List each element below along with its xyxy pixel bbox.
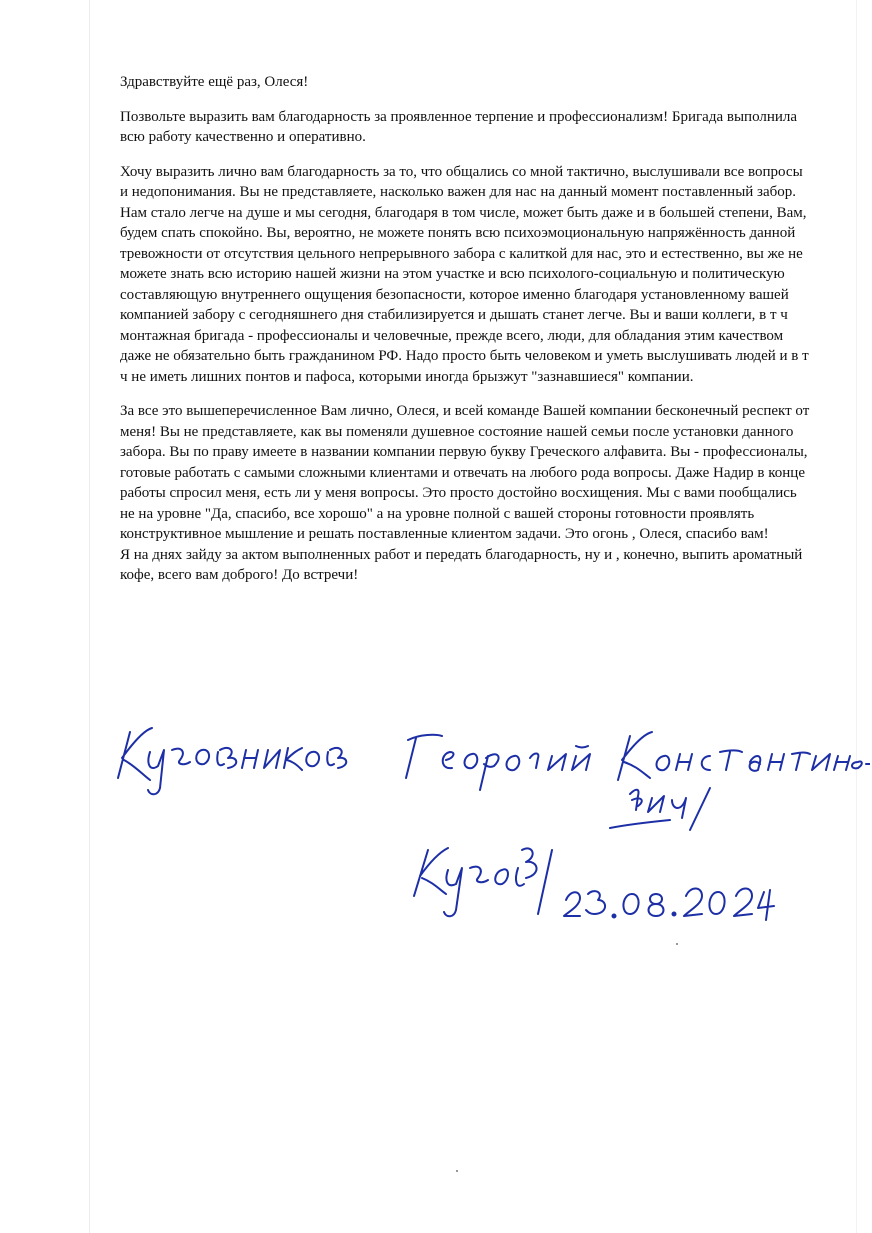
handwritten-signature	[90, 700, 870, 960]
letter-body	[120, 72, 810, 600]
scan-speck	[456, 1170, 458, 1172]
signature-short	[414, 848, 552, 916]
letter-paragraph: За все это вышеперечисленное Вам лично, Олеся, и всей команде Вашей компании бесконечный респект от меня! Вы не представляете, как вы поменяли душевное состояние нашей семьи после установки данного забора. Вы по праву имеете в названии компании первую букву Греческого алфавита. Вы - профессионалы, готовые работать с самыми сложными клиентами и отвечать на любого рода вопросы. Даже Надир в конце работы спросил меня, есть ли у меня вопросы. Это просто достойно восхищения. Мы с вами пообщались не на уровне "Да, спасибо, все хорошо" а на уровне полной с вашей стороны готовности проявлять конструктивное мышление и решать поставленные клиентом задачи. Это огонь , Олеся, спасибо вам!	[120, 403, 810, 542]
signature-drawing	[90, 700, 870, 960]
scan-speck	[676, 943, 678, 945]
signature-date	[564, 889, 774, 921]
signature-first-name	[406, 735, 590, 790]
letter-paragraph: Я на днях зайду за актом выполненных работ и передать благодарность, ну и , конечно, выпить ароматный кофе, всего вам доброго! До встречи!	[120, 546, 803, 583]
letter-paragraph: Позвольте выразить вам благодарность за проявленное терпение и профессионализм! Бригада выполнила всю работу качественно и оперативно.	[120, 108, 798, 145]
letter-paragraph: Хочу выразить лично вам благодарность за то, что общались со мной тактично, выслушивали все вопросы и недопонимания. Вы не представляете, насколько важен для нас на данный момент поставленный забор. Нам стало легче на душе и мы сегодня, благодаря в том числе, может быть даже и в большей степени, Вам, будем спать спокойно. Вы, вероятно, не можете понять всю психоэмоциональную напряжённость данной тревожности от отсутствия цельного непрерывного забора с калиткой для нас, это и естественно, вы же не можете знать всю историю нашей жизни на этом участке и всю психолого-социальную и политическую составляющую внутреннего ощущения безопасности, которое именно благодаря установленному вашей компанией забору с сегодняшнего дня стабилизируется и дышать станет легче. Вы и ваши коллеги, в т ч монтажная бригада - профессионалы и человечные, прежде всего, люди, для обладания этим качеством даже не обязательно быть гражданином РФ. Надо просто быть человеком и уметь выслушивать людей и в т ч не иметь лишних понтов и пафоса, которыми иногда брызжут "зазнавшиеся" компании.	[120, 163, 809, 385]
scan-edge-left	[89, 0, 90, 1233]
scan-edge-right	[856, 0, 857, 1233]
signature-patronymic	[610, 732, 870, 830]
letter-greeting: Здравствуйте ещё раз, Олеся!	[120, 74, 309, 90]
signature-surname	[118, 728, 346, 794]
